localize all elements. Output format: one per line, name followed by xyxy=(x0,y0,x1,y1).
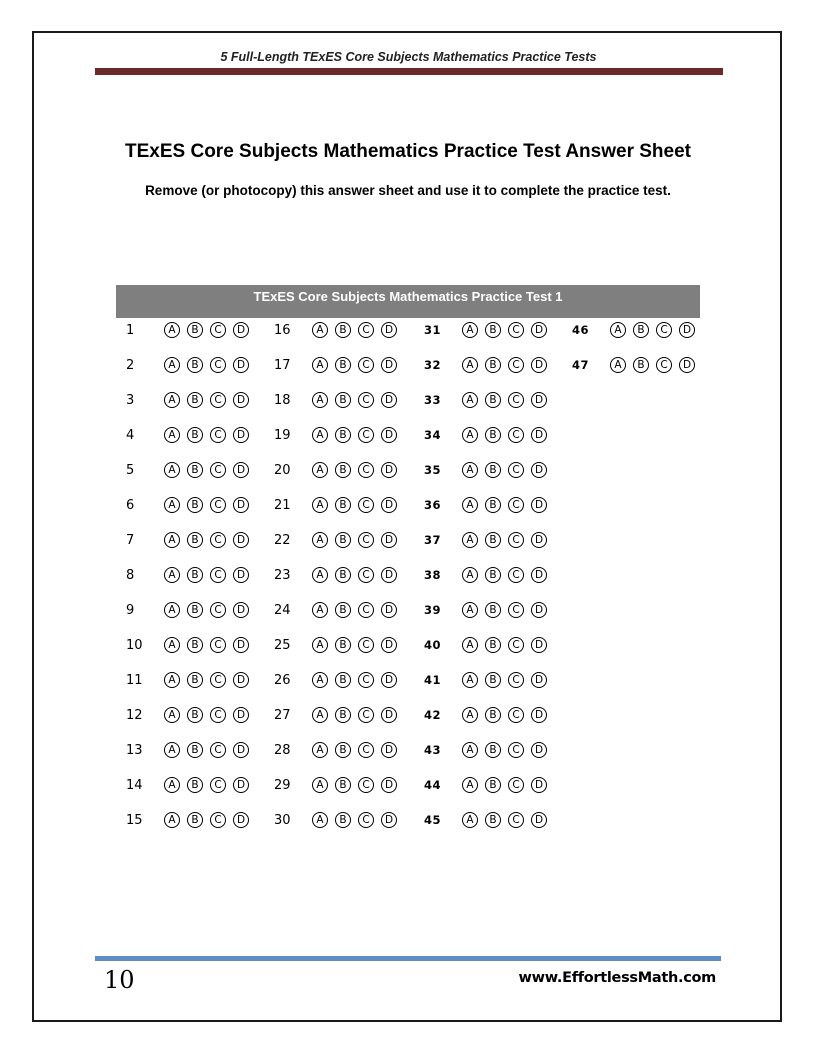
answer-bubble-d[interactable]: D xyxy=(381,637,397,653)
answer-bubble-b[interactable]: B xyxy=(187,427,203,443)
answer-bubble-a[interactable]: A xyxy=(312,567,328,583)
question-number: 19 xyxy=(274,427,291,443)
question-number: 35 xyxy=(424,463,442,477)
answer-bubble-b[interactable]: B xyxy=(187,602,203,618)
answer-bubble-c[interactable]: C xyxy=(358,392,374,408)
answer-bubble-c[interactable]: C xyxy=(358,602,374,618)
question-number: 34 xyxy=(424,428,442,442)
answer-bubble-d[interactable]: D xyxy=(233,567,249,583)
answer-bubble-b[interactable]: B xyxy=(335,812,351,828)
answer-bubble-c[interactable]: C xyxy=(358,707,374,723)
answer-bubble-b[interactable]: B xyxy=(485,392,501,408)
answer-bubble-b[interactable]: B xyxy=(335,462,351,478)
answer-bubble-b[interactable]: B xyxy=(335,427,351,443)
answer-bubble-c[interactable]: C xyxy=(210,567,226,583)
answer-row xyxy=(126,598,256,622)
question-number: 13 xyxy=(126,742,143,758)
answer-bubble-a[interactable]: A xyxy=(312,742,328,758)
answer-row xyxy=(274,598,404,622)
answer-bubble-a[interactable]: A xyxy=(164,427,180,443)
answer-row xyxy=(424,773,554,797)
answer-bubble-b[interactable]: B xyxy=(485,812,501,828)
answer-bubble-b[interactable]: B xyxy=(187,812,203,828)
answer-bubble-d[interactable]: D xyxy=(233,497,249,513)
answer-row xyxy=(126,633,256,657)
answer-bubble-b[interactable]: B xyxy=(485,357,501,373)
answer-bubble-c[interactable]: C xyxy=(656,322,672,338)
answer-bubble-c[interactable]: C xyxy=(358,672,374,688)
answer-row xyxy=(424,458,554,482)
answer-bubble-c[interactable]: C xyxy=(508,357,524,373)
answer-bubble-c[interactable]: C xyxy=(508,462,524,478)
question-number: 5 xyxy=(126,462,135,478)
answer-row xyxy=(126,388,256,412)
answer-bubble-a[interactable]: A xyxy=(462,427,478,443)
answer-bubble-c[interactable]: C xyxy=(358,812,374,828)
question-number: 42 xyxy=(424,708,442,722)
question-number: 17 xyxy=(274,357,291,373)
answer-bubble-c[interactable]: C xyxy=(508,392,524,408)
question-number: 3 xyxy=(126,392,135,408)
answer-bubble-d[interactable]: D xyxy=(531,602,547,618)
answer-row xyxy=(572,353,702,377)
answer-row xyxy=(424,388,554,412)
answer-bubble-d[interactable]: D xyxy=(381,672,397,688)
answer-row xyxy=(126,458,256,482)
answer-row xyxy=(572,318,702,342)
answer-bubble-b[interactable]: B xyxy=(187,672,203,688)
answer-bubble-c[interactable]: C xyxy=(508,777,524,793)
answer-bubble-b[interactable]: B xyxy=(187,777,203,793)
question-number: 2 xyxy=(126,357,135,373)
question-number: 20 xyxy=(274,462,291,478)
answer-bubble-d[interactable]: D xyxy=(381,462,397,478)
answer-bubble-c[interactable]: C xyxy=(358,777,374,793)
answer-row xyxy=(126,738,256,762)
answer-bubble-c[interactable]: C xyxy=(210,742,226,758)
answer-bubble-b[interactable]: B xyxy=(187,392,203,408)
answer-bubble-d[interactable]: D xyxy=(233,777,249,793)
answer-bubble-b[interactable]: B xyxy=(187,742,203,758)
answer-bubble-b[interactable]: B xyxy=(187,637,203,653)
answer-bubble-d[interactable]: D xyxy=(531,427,547,443)
answer-bubble-c[interactable]: C xyxy=(508,742,524,758)
answer-bubble-d[interactable]: D xyxy=(381,812,397,828)
answer-bubble-c[interactable]: C xyxy=(508,672,524,688)
question-number: 1 xyxy=(126,322,135,338)
answer-bubble-b[interactable]: B xyxy=(187,462,203,478)
answer-bubble-c[interactable]: C xyxy=(210,602,226,618)
answer-row xyxy=(274,493,404,517)
page-title: TExES Core Subjects Mathematics Practice Test Answer Sheet xyxy=(125,141,691,162)
answer-bubble-b[interactable]: B xyxy=(335,637,351,653)
answer-row xyxy=(424,528,554,552)
answer-bubble-b[interactable]: B xyxy=(485,742,501,758)
answer-bubble-c[interactable]: C xyxy=(210,672,226,688)
answer-bubble-d[interactable]: D xyxy=(233,672,249,688)
question-number: 26 xyxy=(274,672,291,688)
question-number: 23 xyxy=(274,567,291,583)
question-number: 16 xyxy=(274,322,291,338)
question-number: 31 xyxy=(424,323,442,337)
answer-bubble-a[interactable]: A xyxy=(164,462,180,478)
answer-bubble-a[interactable]: A xyxy=(462,637,478,653)
footer-rule xyxy=(95,956,721,961)
answer-bubble-b[interactable]: B xyxy=(187,322,203,338)
question-number: 38 xyxy=(424,568,442,582)
answer-bubble-d[interactable]: D xyxy=(233,532,249,548)
answer-row xyxy=(274,773,404,797)
answer-bubble-c[interactable]: C xyxy=(358,637,374,653)
answer-bubble-a[interactable]: A xyxy=(462,462,478,478)
page-subtitle: Remove (or photocopy) this answer sheet and use it to complete the practice test. xyxy=(145,183,671,198)
question-number: 8 xyxy=(126,567,135,583)
answer-bubble-d[interactable]: D xyxy=(381,322,397,338)
answer-row xyxy=(126,668,256,692)
answer-bubble-d[interactable]: D xyxy=(531,567,547,583)
answer-row xyxy=(424,668,554,692)
answer-bubble-a[interactable]: A xyxy=(164,602,180,618)
question-number: 30 xyxy=(274,812,291,828)
answer-bubble-a[interactable]: A xyxy=(164,532,180,548)
question-number: 12 xyxy=(126,707,143,723)
question-number: 40 xyxy=(424,638,442,652)
answer-row xyxy=(424,633,554,657)
answer-bubble-c[interactable]: C xyxy=(210,777,226,793)
answer-bubble-a[interactable]: A xyxy=(312,322,328,338)
answer-bubble-b[interactable]: B xyxy=(187,567,203,583)
header-rule xyxy=(95,68,723,75)
question-number: 7 xyxy=(126,532,135,548)
answer-bubble-b[interactable]: B xyxy=(335,742,351,758)
answer-bubble-d[interactable]: D xyxy=(381,427,397,443)
answer-bubble-d[interactable]: D xyxy=(233,602,249,618)
answer-bubble-a[interactable]: A xyxy=(312,672,328,688)
answer-bubble-d[interactable]: D xyxy=(381,602,397,618)
answer-bubble-b[interactable]: B xyxy=(485,322,501,338)
answer-bubble-d[interactable]: D xyxy=(233,427,249,443)
answer-bubble-d[interactable]: D xyxy=(531,707,547,723)
answer-bubble-a[interactable]: A xyxy=(462,707,478,723)
answer-row xyxy=(126,808,256,832)
answer-bubble-a[interactable]: A xyxy=(312,637,328,653)
question-number: 25 xyxy=(274,637,291,653)
answer-bubble-a[interactable]: A xyxy=(312,392,328,408)
question-number: 46 xyxy=(572,323,590,337)
answer-bubble-d[interactable]: D xyxy=(531,357,547,373)
answer-bubble-d[interactable]: D xyxy=(531,497,547,513)
answer-bubble-c[interactable]: C xyxy=(358,427,374,443)
question-number: 24 xyxy=(274,602,291,618)
answer-bubble-a[interactable]: A xyxy=(312,532,328,548)
answer-bubble-b[interactable]: B xyxy=(485,427,501,443)
answer-bubble-a[interactable]: A xyxy=(462,742,478,758)
answer-row xyxy=(274,563,404,587)
answer-bubble-a[interactable]: A xyxy=(312,602,328,618)
answer-bubble-d[interactable]: D xyxy=(381,532,397,548)
answer-bubble-a[interactable]: A xyxy=(462,777,478,793)
question-number: 41 xyxy=(424,673,442,687)
question-number: 22 xyxy=(274,532,291,548)
answer-bubble-d[interactable]: D xyxy=(233,322,249,338)
question-number: 10 xyxy=(126,637,143,653)
answer-bubble-a[interactable]: A xyxy=(164,392,180,408)
answer-bubble-a[interactable]: A xyxy=(312,707,328,723)
answer-bubble-b[interactable]: B xyxy=(485,672,501,688)
answer-bubble-d[interactable]: D xyxy=(381,777,397,793)
answer-bubble-b[interactable]: B xyxy=(187,707,203,723)
answer-row xyxy=(274,423,404,447)
answer-row xyxy=(424,808,554,832)
answer-bubble-a[interactable]: A xyxy=(462,322,478,338)
answer-bubble-a[interactable]: A xyxy=(164,637,180,653)
answer-bubble-a[interactable]: A xyxy=(462,672,478,688)
question-number: 15 xyxy=(126,812,143,828)
question-number: 14 xyxy=(126,777,143,793)
answer-bubble-c[interactable]: C xyxy=(358,462,374,478)
question-number: 39 xyxy=(424,603,442,617)
answer-bubble-a[interactable]: A xyxy=(462,602,478,618)
answer-bubble-c[interactable]: C xyxy=(508,427,524,443)
answer-bubble-c[interactable]: C xyxy=(358,567,374,583)
answer-bubble-c[interactable]: C xyxy=(210,392,226,408)
answer-row xyxy=(424,738,554,762)
answer-row xyxy=(126,773,256,797)
answer-bubble-d[interactable]: D xyxy=(233,357,249,373)
answer-bubble-c[interactable]: C xyxy=(358,322,374,338)
answer-bubble-a[interactable]: A xyxy=(312,357,328,373)
answer-row xyxy=(274,703,404,727)
answer-bubble-c[interactable]: C xyxy=(210,812,226,828)
answer-row xyxy=(274,528,404,552)
question-number: 11 xyxy=(126,672,143,688)
answer-bubble-a[interactable]: A xyxy=(164,742,180,758)
answer-bubble-d[interactable]: D xyxy=(531,812,547,828)
answer-bubble-a[interactable]: A xyxy=(312,462,328,478)
answer-bubble-b[interactable]: B xyxy=(335,392,351,408)
answer-bubble-a[interactable]: A xyxy=(312,812,328,828)
answer-bubble-c[interactable]: C xyxy=(656,357,672,373)
answer-bubble-a[interactable]: A xyxy=(462,532,478,548)
question-number: 21 xyxy=(274,497,291,513)
answer-bubble-d[interactable]: D xyxy=(531,322,547,338)
running-head: 5 Full-Length TExES Core Subjects Mathematics Practice Tests xyxy=(220,50,597,64)
question-number: 33 xyxy=(424,393,442,407)
answer-bubble-a[interactable]: A xyxy=(164,357,180,373)
answer-row xyxy=(424,318,554,342)
answer-bubble-d[interactable]: D xyxy=(233,742,249,758)
answer-row xyxy=(126,528,256,552)
answer-row xyxy=(424,353,554,377)
answer-bubble-a[interactable]: A xyxy=(164,672,180,688)
test-header: TExES Core Subjects Mathematics Practice Test 1 xyxy=(116,285,700,318)
answer-bubble-d[interactable]: D xyxy=(233,637,249,653)
answer-row xyxy=(126,318,256,342)
question-number: 43 xyxy=(424,743,442,757)
question-number: 45 xyxy=(424,813,442,827)
answer-bubble-b[interactable]: B xyxy=(485,637,501,653)
website-link[interactable]: www.EffortlessMath.com xyxy=(518,970,716,986)
answer-bubble-a[interactable]: A xyxy=(164,497,180,513)
answer-bubble-c[interactable]: C xyxy=(358,357,374,373)
answer-bubble-c[interactable]: C xyxy=(210,497,226,513)
answer-row xyxy=(274,353,404,377)
answer-bubble-b[interactable]: B xyxy=(335,602,351,618)
answer-bubble-c[interactable]: C xyxy=(358,497,374,513)
answer-bubble-d[interactable]: D xyxy=(381,497,397,513)
answer-bubble-c[interactable]: C xyxy=(210,357,226,373)
answer-bubble-b[interactable]: B xyxy=(335,777,351,793)
answer-bubble-b[interactable]: B xyxy=(485,462,501,478)
question-number: 18 xyxy=(274,392,291,408)
answer-bubble-b[interactable]: B xyxy=(187,497,203,513)
answer-bubble-a[interactable]: A xyxy=(164,707,180,723)
answer-bubble-d[interactable]: D xyxy=(381,567,397,583)
answer-row xyxy=(126,353,256,377)
answer-bubble-b[interactable]: B xyxy=(335,322,351,338)
question-number: 47 xyxy=(572,358,590,372)
answer-row xyxy=(126,493,256,517)
answer-bubble-b[interactable]: B xyxy=(187,532,203,548)
answer-bubble-c[interactable]: C xyxy=(210,707,226,723)
answer-bubble-b[interactable]: B xyxy=(335,567,351,583)
answer-bubble-c[interactable]: C xyxy=(508,812,524,828)
answer-bubble-d[interactable]: D xyxy=(679,322,695,338)
answer-bubble-b[interactable]: B xyxy=(633,357,649,373)
answer-bubble-b[interactable]: B xyxy=(335,357,351,373)
question-number: 37 xyxy=(424,533,442,547)
answer-bubble-a[interactable]: A xyxy=(164,777,180,793)
answer-bubble-c[interactable]: C xyxy=(210,427,226,443)
answer-bubble-c[interactable]: C xyxy=(508,497,524,513)
answer-bubble-b[interactable]: B xyxy=(633,322,649,338)
question-number: 28 xyxy=(274,742,291,758)
answer-bubble-b[interactable]: B xyxy=(335,672,351,688)
answer-row xyxy=(274,633,404,657)
answer-row xyxy=(424,598,554,622)
answer-bubble-d[interactable]: D xyxy=(381,392,397,408)
answer-bubble-a[interactable]: A xyxy=(462,357,478,373)
answer-bubble-d[interactable]: D xyxy=(531,777,547,793)
answer-row xyxy=(274,318,404,342)
answer-bubble-a[interactable]: A xyxy=(610,322,626,338)
answer-bubble-d[interactable]: D xyxy=(233,707,249,723)
answer-bubble-b[interactable]: B xyxy=(485,567,501,583)
answer-bubble-a[interactable]: A xyxy=(610,357,626,373)
answer-bubble-a[interactable]: A xyxy=(462,567,478,583)
question-number: 27 xyxy=(274,707,291,723)
answer-bubble-d[interactable]: D xyxy=(531,462,547,478)
answer-row xyxy=(424,563,554,587)
answer-bubble-b[interactable]: B xyxy=(335,707,351,723)
answer-row xyxy=(126,703,256,727)
answer-row xyxy=(424,703,554,727)
answer-bubble-a[interactable]: A xyxy=(462,392,478,408)
answer-row xyxy=(274,388,404,412)
answer-bubble-c[interactable]: C xyxy=(508,322,524,338)
answer-bubble-c[interactable]: C xyxy=(358,532,374,548)
answer-bubble-c[interactable]: C xyxy=(508,707,524,723)
answer-bubble-d[interactable]: D xyxy=(233,462,249,478)
answer-row xyxy=(274,458,404,482)
answer-bubble-a[interactable]: A xyxy=(312,777,328,793)
answer-bubble-d[interactable]: D xyxy=(233,812,249,828)
answer-bubble-c[interactable]: C xyxy=(210,322,226,338)
answer-bubble-a[interactable]: A xyxy=(462,497,478,513)
answer-bubble-b[interactable]: B xyxy=(187,357,203,373)
answer-bubble-c[interactable]: C xyxy=(210,462,226,478)
question-number: 32 xyxy=(424,358,442,372)
page-number: 10 xyxy=(104,966,135,994)
answer-bubble-d[interactable]: D xyxy=(531,637,547,653)
answer-row xyxy=(274,668,404,692)
answer-bubble-b[interactable]: B xyxy=(485,707,501,723)
answer-bubble-c[interactable]: C xyxy=(508,602,524,618)
answer-bubble-a[interactable]: A xyxy=(164,812,180,828)
answer-row xyxy=(274,808,404,832)
answer-bubble-c[interactable]: C xyxy=(508,532,524,548)
answer-row xyxy=(126,423,256,447)
question-number: 29 xyxy=(274,777,291,793)
answer-bubble-a[interactable]: A xyxy=(312,497,328,513)
answer-bubble-d[interactable]: D xyxy=(679,357,695,373)
answer-bubble-b[interactable]: B xyxy=(485,532,501,548)
answer-bubble-d[interactable]: D xyxy=(531,392,547,408)
page-frame xyxy=(32,31,782,1022)
answer-bubble-a[interactable]: A xyxy=(312,427,328,443)
answer-bubble-a[interactable]: A xyxy=(164,567,180,583)
answer-bubble-b[interactable]: B xyxy=(485,602,501,618)
answer-bubble-d[interactable]: D xyxy=(381,742,397,758)
question-number: 9 xyxy=(126,602,135,618)
question-number: 36 xyxy=(424,498,442,512)
answer-bubble-d[interactable]: D xyxy=(531,672,547,688)
answer-bubble-a[interactable]: A xyxy=(164,322,180,338)
question-number: 44 xyxy=(424,778,442,792)
answer-bubble-b[interactable]: B xyxy=(485,777,501,793)
answer-bubble-d[interactable]: D xyxy=(233,392,249,408)
answer-row xyxy=(126,563,256,587)
answer-bubble-c[interactable]: C xyxy=(508,567,524,583)
answer-row xyxy=(274,738,404,762)
answer-bubble-c[interactable]: C xyxy=(210,532,226,548)
answer-bubble-d[interactable]: D xyxy=(531,532,547,548)
answer-bubble-d[interactable]: D xyxy=(381,357,397,373)
answer-bubble-b[interactable]: B xyxy=(335,532,351,548)
answer-bubble-b[interactable]: B xyxy=(485,497,501,513)
answer-row xyxy=(424,423,554,447)
answer-bubble-d[interactable]: D xyxy=(531,742,547,758)
answer-bubble-a[interactable]: A xyxy=(462,812,478,828)
answer-bubble-c[interactable]: C xyxy=(508,637,524,653)
answer-bubble-b[interactable]: B xyxy=(335,497,351,513)
answer-bubble-c[interactable]: C xyxy=(210,637,226,653)
answer-row xyxy=(424,493,554,517)
answer-bubble-c[interactable]: C xyxy=(358,742,374,758)
answer-bubble-d[interactable]: D xyxy=(381,707,397,723)
question-number: 4 xyxy=(126,427,135,443)
question-number: 6 xyxy=(126,497,135,513)
